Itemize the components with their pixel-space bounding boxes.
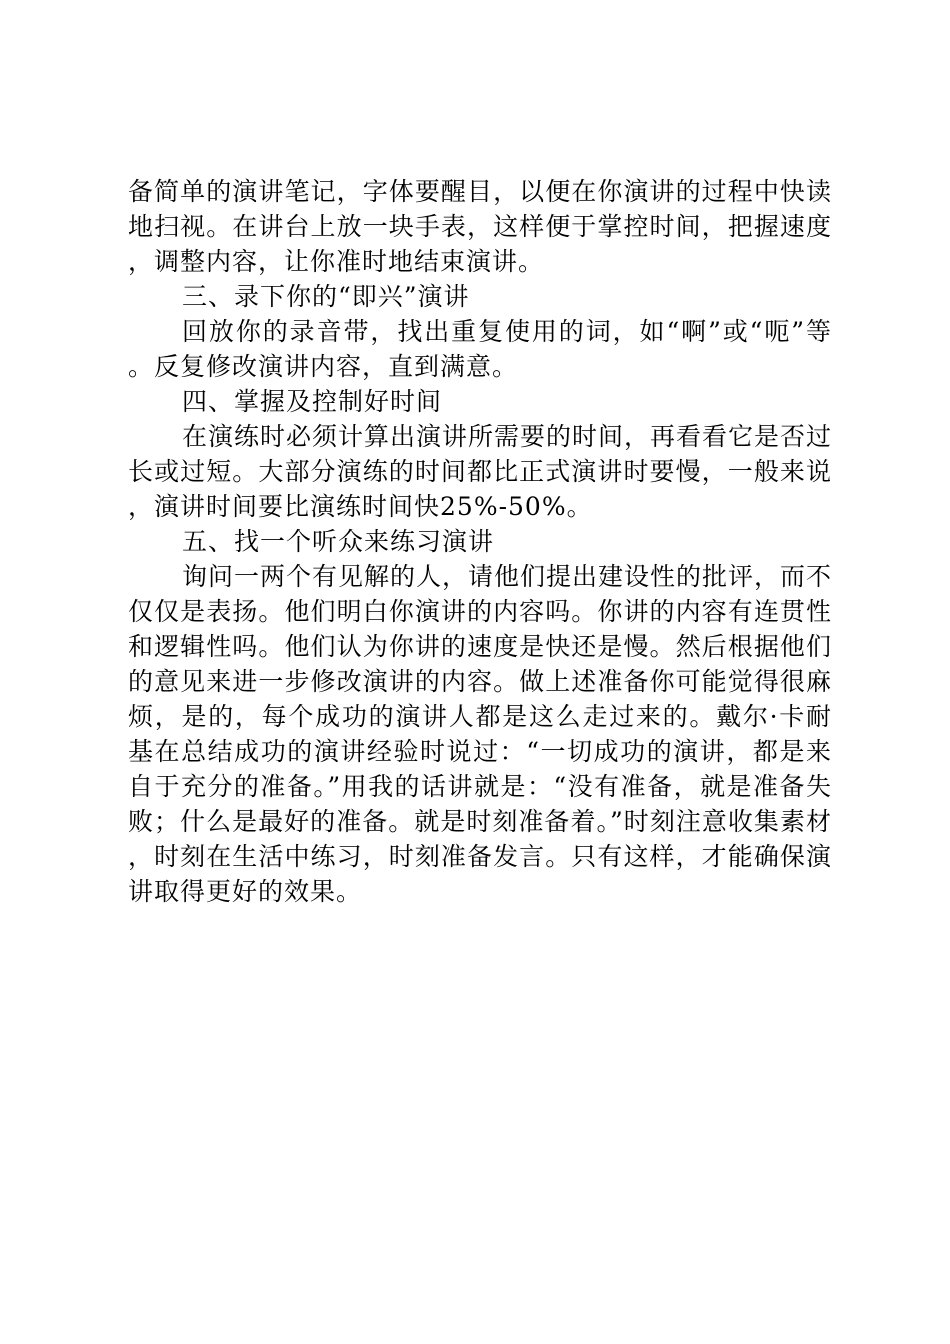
section-heading-5: 五、找一个听众来练习演讲 — [182, 527, 495, 556]
paragraph-record-speech: 回放你的录音带，找出重复使用的词，如“啊”或“呃”等。反复修改演讲内容，直到满意。 — [128, 317, 832, 381]
document-body — [128, 174, 832, 909]
paragraph-audience-practice: 询问一两个有见解的人，请他们提出建设性的批评，而不仅仅是表扬。他们明白你演讲的内容吗。你讲的内容有连贯性和逻辑性吗。他们认为你讲的速度是快还是慢。然后根据他们的意见来进一步修改演讲的内容。做上述准备你可能觉得很麻烦，是的，每个成功的演讲人都是这么走过来的。戴尔·卡耐基在总结成功的演讲经验时说过：“一切成功的演讲，都是来自于充分的准备。”用我的话讲就是：“没有准备，就是准备失败；什么是最好的准备。就是时刻准备着。”时刻注意收集素材，时刻在生活中练习，时刻准备发言。只有这样，才能确保演讲取得更好的效果。 — [128, 562, 833, 906]
section-heading-3: 三、录下你的“即兴”演讲 — [182, 282, 470, 311]
paragraph-time-control: 在演练时必须计算出演讲所需要的时间，再看看它是否过长或过短。大部分演练的时间都比正式演讲时要慢，一般来说，演讲时间要比演练时间快25%-50%。 — [128, 422, 833, 521]
section-heading-4: 四、掌握及控制好时间 — [182, 387, 443, 416]
paragraph-continuation: 备简单的演讲笔记，字体要醒目，以便在你演讲的过程中快读地扫视。在讲台上放一块手表，这样便于掌控时间，把握速度，调整内容，让你准时地结束演讲。 — [128, 177, 832, 276]
